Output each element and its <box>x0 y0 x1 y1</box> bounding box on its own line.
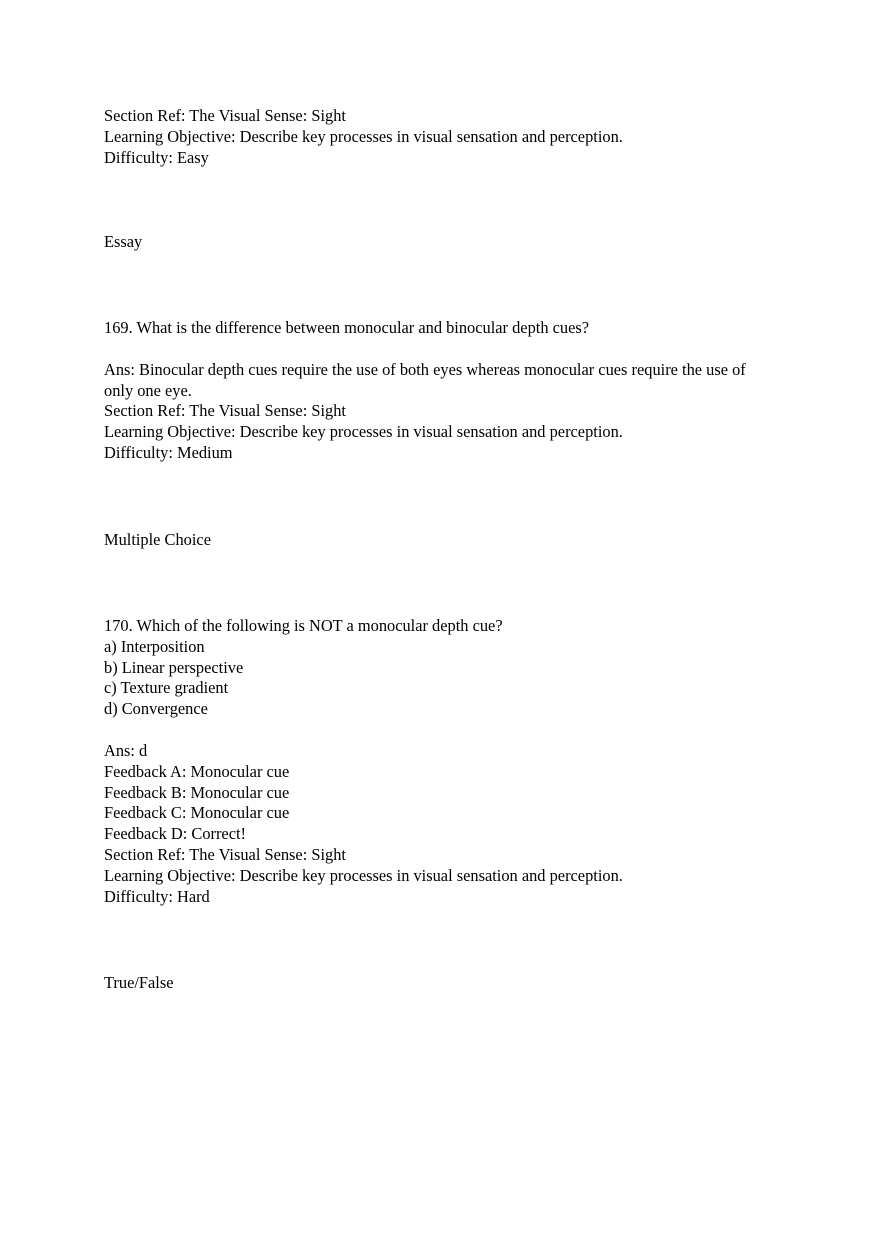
section-heading-essay <box>104 232 774 253</box>
learning-objective: Learning Objective: Describe key processes in visual sensation and perception. <box>104 422 623 442</box>
difficulty: Difficulty: Hard <box>104 886 210 906</box>
top-meta <box>104 106 774 168</box>
heading-essay: Essay <box>104 232 143 251</box>
spacer <box>104 720 774 741</box>
feedback-b: Feedback B: Monocular cue <box>104 782 290 802</box>
heading-true-false: True/False <box>104 973 174 992</box>
option-a: a) Interposition <box>104 636 205 656</box>
section-heading-multiple-choice <box>104 530 774 551</box>
answer-text: Ans: Binocular depth cues require the use of both eyes whereas monocular cues require the use of only one eye. <box>104 359 746 400</box>
section-ref: Section Ref: The Visual Sense: Sight <box>104 401 346 421</box>
section-heading-true-false <box>104 973 774 994</box>
section-ref: Section Ref: The Visual Sense: Sight <box>104 844 346 864</box>
question-170 <box>104 616 774 907</box>
feedback-d: Feedback D: Correct! <box>104 824 246 844</box>
feedback-a: Feedback A: Monocular cue <box>104 761 290 781</box>
difficulty: Difficulty: Easy <box>104 147 209 167</box>
learning-objective: Learning Objective: Describe key processes in visual sensation and perception. <box>104 126 623 146</box>
learning-objective: Learning Objective: Describe key processes in visual sensation and perception. <box>104 865 623 885</box>
question-text: 170. Which of the following is NOT a monocular depth cue? <box>104 616 503 635</box>
question-text: 169. What is the difference between monocular and binocular depth cues? <box>104 318 590 337</box>
spacer <box>104 339 774 360</box>
heading-multiple-choice: Multiple Choice <box>104 530 211 549</box>
question-169 <box>104 318 774 464</box>
option-d: d) Convergence <box>104 699 208 719</box>
section-ref: Section Ref: The Visual Sense: Sight <box>104 106 346 125</box>
difficulty: Difficulty: Medium <box>104 442 233 462</box>
feedback-c: Feedback C: Monocular cue <box>104 803 290 823</box>
option-b: b) Linear perspective <box>104 657 244 677</box>
option-c: c) Texture gradient <box>104 678 229 698</box>
answer-text: Ans: d <box>104 740 148 760</box>
